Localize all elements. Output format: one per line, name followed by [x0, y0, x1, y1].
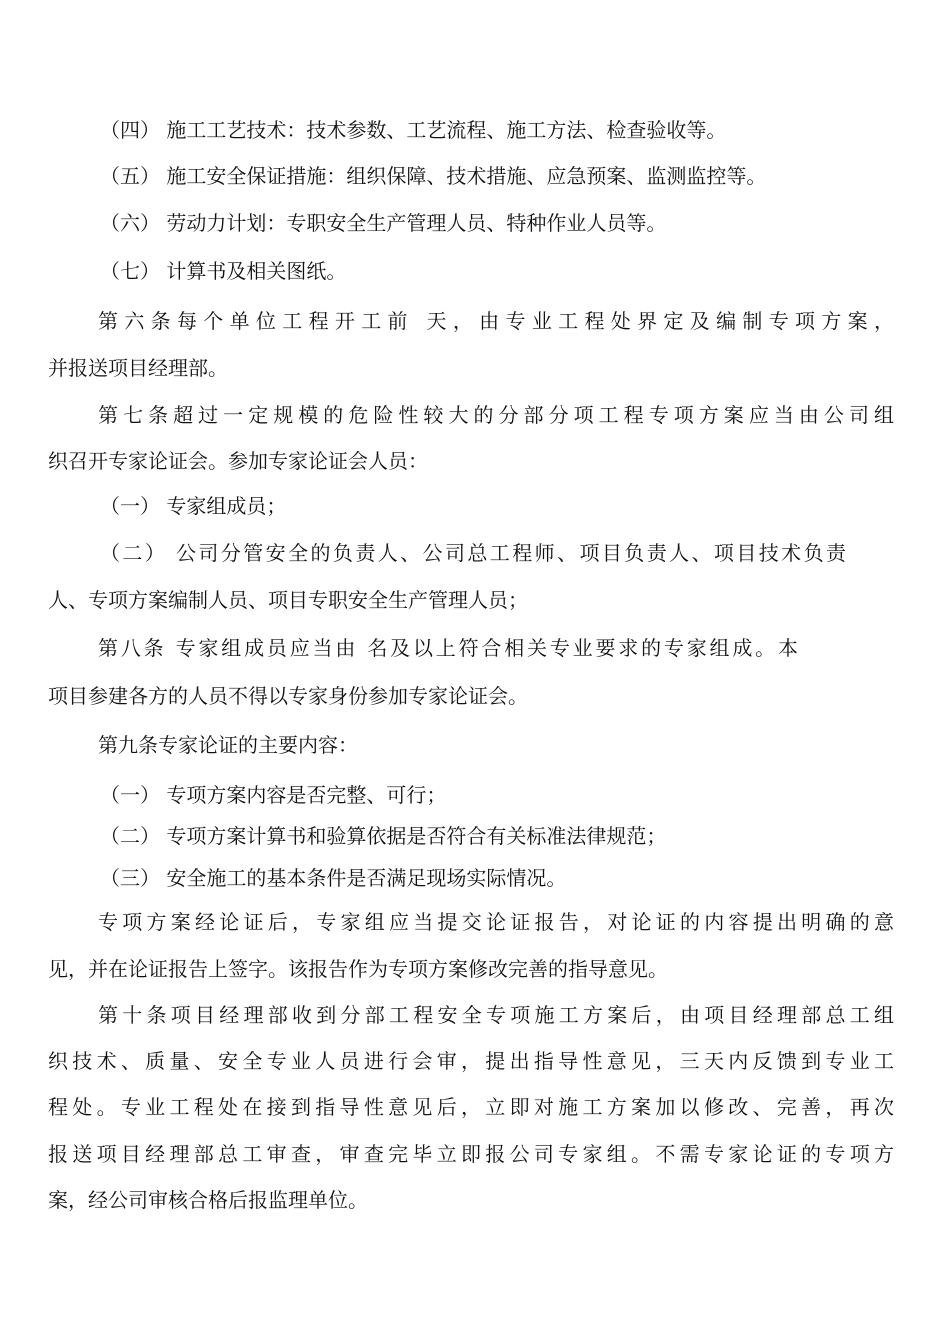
article-ten-line-3: 程处。专业工程处在接到指导性意见后，立即对施工方案加以修改、完善，再次 [48, 1095, 894, 1119]
article-ten-line-4: 报送项目经理部总工审查，审查完毕立即报公司专家组。不需专家论证的专项方 [48, 1142, 894, 1166]
article-ten-line-2: 织技术、质量、安全专业人员进行会审，提出指导性意见，三天内反馈到专业工 [48, 1049, 894, 1073]
article-ten-line-5: 案，经公司审核合格后报监理单位。 [48, 1188, 368, 1212]
article-nine: 第九条专家论证的主要内容： [98, 733, 358, 757]
item-six-labor-plan: （六） 劳动力计划：专职安全生产管理人员、特种作业人员等。 [100, 211, 667, 235]
item-four-construction-technology: （四） 施工工艺技术：技术参数、工艺流程、施工方法、检查验收等。 [100, 118, 727, 142]
participant-item-one: （一） 专家组成员； [100, 494, 287, 518]
review-item-one: （一） 专项方案内容是否完整、可行； [100, 783, 447, 807]
article-six-line-1: 第六条每个单位工程开工前 天，由专业工程处界定及编制专项方案， [98, 309, 894, 333]
article-ten-line-1: 第十条项目经理部收到分部工程安全专项施工方案后，由项目经理部总工组 [98, 1003, 894, 1027]
article-seven-line-1: 第七条超过一定规模的危险性较大的分部分项工程专项方案应当由公司组 [98, 403, 894, 427]
review-item-three: （三） 安全施工的基本条件是否满足现场实际情况。 [100, 866, 567, 890]
review-item-two: （二） 专项方案计算书和验算依据是否符合有关标准法律规范； [100, 824, 667, 848]
participant-item-two-line-2: 人、专项方案编制人员、项目专职安全生产管理人员； [48, 588, 528, 612]
article-eight-line-1: 第八条 专家组成员应当由 名及以上符合相关专业要求的专家组成。本 [98, 636, 798, 660]
article-eight-line-2: 项目参建各方的人员不得以专家身份参加专家论证会。 [48, 684, 528, 708]
article-seven-line-2: 织召开专家论证会。参加专家论证会人员： [48, 449, 428, 473]
demonstration-report-line-2: 见，并在论证报告上签字。该报告作为专项方案修改完善的指导意见。 [48, 957, 668, 981]
item-five-safety-measures: （五） 施工安全保证措施：组织保障、技术措施、应急预案、监测监控等。 [100, 164, 767, 188]
article-six-line-2: 并报送项目经理部。 [48, 356, 228, 380]
participant-item-two-line-1: （二） 公司分管安全的负责人、公司总工程师、项目负责人、项目技术负责 [100, 541, 846, 565]
demonstration-report-line-1: 专项方案经论证后，专家组应当提交论证报告，对论证的内容提出明确的意 [98, 910, 894, 934]
item-seven-calculations: （七） 计算书及相关图纸。 [100, 259, 347, 283]
